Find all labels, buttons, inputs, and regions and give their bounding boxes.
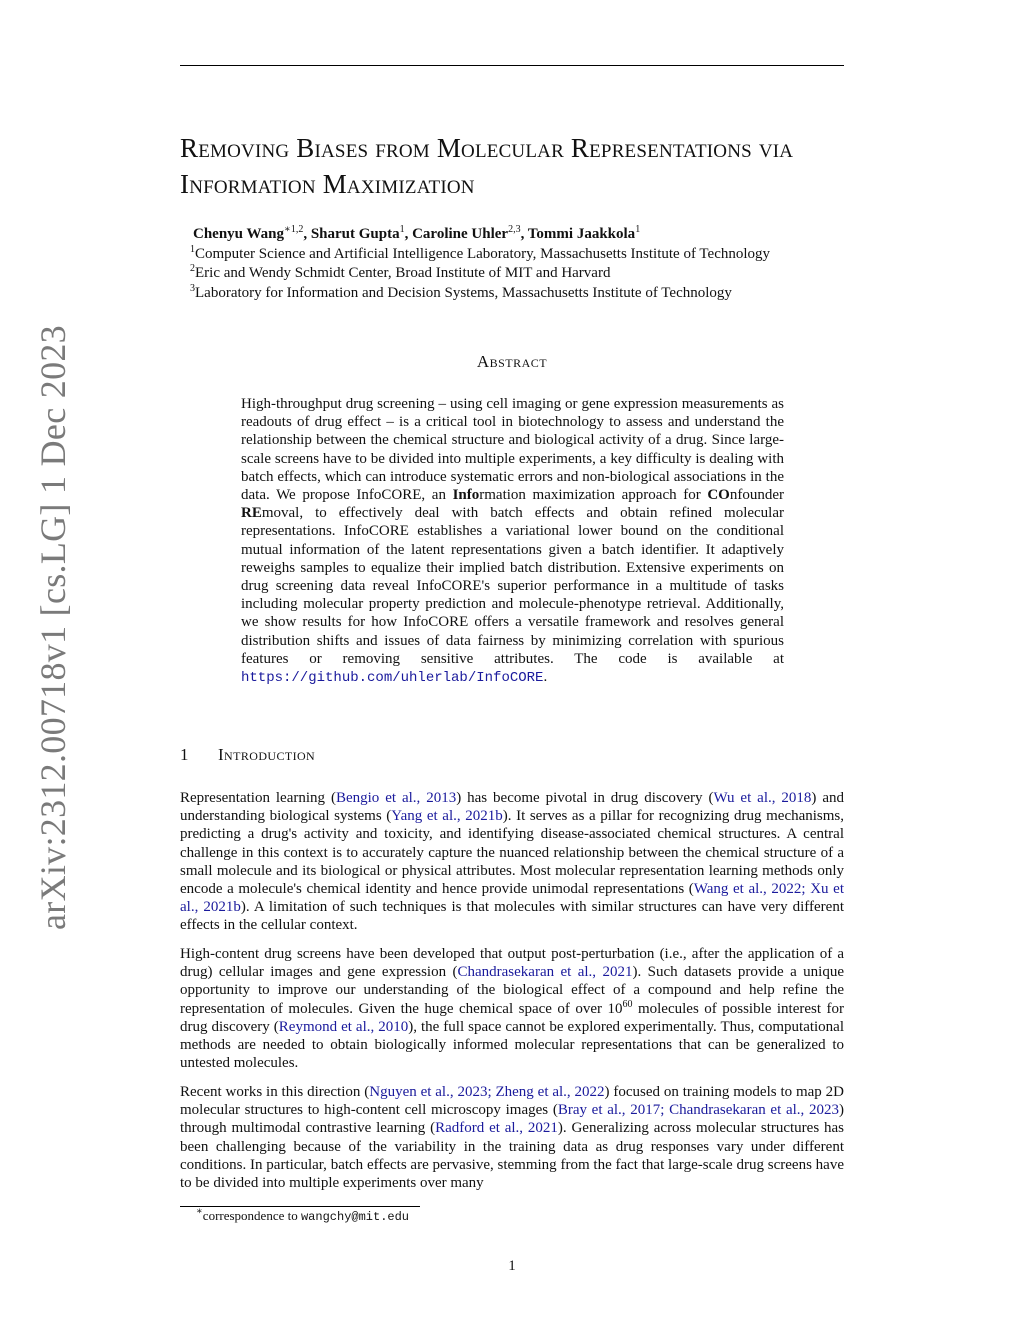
intro-paragraph-2: High-content drug screens have been developed that output post-perturbation (i.e., after the application of a drug) cellular images and gene expression (Chandrasekaran et al., 2021). Such datasets provide a unique opportunity to improve our understanding of the biological effect of a compound and help refine the representation of molecules. Given the huge chemical space of over $10^{60}$ molecules of possible interest for drug discovery (Reymond et al., 2010), the full space cannot be explored experimentally. Thus, computational methods are needed to obtain biologically informed molecular representations that can be generalized to untested molecules. <box>180 946 845 1072</box>
code-link[interactable]: https://github.com/uhlerlab/InfoCORE <box>241 670 544 687</box>
email-link[interactable]: wangchy@mit.edu <box>300 1210 410 1224</box>
abstract-heading: Abstract <box>476 352 548 371</box>
header-rule <box>180 65 844 66</box>
affiliation-num: 1 <box>190 244 195 255</box>
affiliation <box>190 285 732 302</box>
citation-link[interactable]: Chandrasekaran et al., 2021 <box>457 964 633 981</box>
page-number: 1 <box>508 1258 516 1274</box>
author-name: Tommi Jaakkola <box>527 226 636 242</box>
author-list: Chenyu Wang$^{∗1,2}$, Sharut Gupta$^1$, Caroline Uhler$^{2,3}$, Tommi Jaakkola$^1$ <box>193 224 641 242</box>
author-sup: ∗1,2 <box>284 224 304 235</box>
citation-link[interactable]: Reymond et al., 2010 <box>278 1018 409 1035</box>
author-name: Sharut Gupta <box>310 226 400 242</box>
citation-link[interactable]: Wang et al., 2022; Xu et al., 2021b <box>180 881 845 916</box>
affiliation-num: 2 <box>190 263 195 274</box>
author-name: Caroline Uhler <box>412 226 509 242</box>
paper-title: Removing Biases from Molecular Representations via Information Maximization <box>180 133 794 199</box>
section-heading <box>180 745 315 765</box>
affiliation-text: Laboratory for Information and Decision Systems, Massachusetts Institute of Technology <box>195 285 732 301</box>
arxiv-stamp: arXiv:2312.00718v1 [cs.LG] 1 Dec 2023 <box>33 325 73 930</box>
section-number: 1 <box>180 745 189 764</box>
author-name: Chenyu Wang <box>193 226 285 242</box>
author-sup: 1 <box>399 224 405 235</box>
citation-link[interactable]: Bray et al., 2017; Chandrasekaran et al., 2023 <box>557 1102 839 1119</box>
author-sup: 1 <box>635 224 641 235</box>
affiliation <box>190 246 770 263</box>
citation-link[interactable]: Nguyen et al., 2023; Zheng et al., 2022 <box>369 1084 605 1100</box>
footnote: ∗correspondence to wangchy@mit.edu <box>196 1206 410 1224</box>
affiliation <box>190 265 610 282</box>
citation-link[interactable]: Bengio et al., 2013 <box>335 790 457 806</box>
footnote-rule <box>180 1206 420 1207</box>
affiliation-text: Eric and Wendy Schmidt Center, Broad Institute of MIT and Harvard <box>195 265 611 281</box>
section-title: Introduction <box>218 745 316 764</box>
author-sup: 2,3 <box>508 224 521 235</box>
citation-link[interactable]: Radford et al., 2021 <box>435 1120 558 1137</box>
intro-paragraph-1: Representation learning (Bengio et al., 2013) has become pivotal in drug discovery (Wu et al., 2018) and understanding biological systems (Yang et al., 2021b). It serves as a pillar for recognizing drug mechanisms, predicting a drug's activity and toxicity, and identifying disease-associated chemical structures. A central challenge in this context is to accurately capture the nuanced relationship between the chemical structure of a small molecule and its biological or physical attributes. Most molecular representation learning methods only encode a molecule's chemical identity and hence provide unimodal representations (Wang et al., 2022; Xu et al., 2021b). A limitation of such techniques is that molecules with similar structures can have very different effects in the cellular context. <box>180 790 845 934</box>
affiliation-num: 3 <box>190 283 195 294</box>
affiliation-text: Computer Science and Artificial Intelligence Laboratory, Massachusetts Institute of Technology <box>195 246 771 262</box>
intro-paragraph-3: Recent works in this direction (Nguyen et al., 2023; Zheng et al., 2022) focused on training models to map 2D molecular structures to high-content cell microscopy images (Bray et al., 2017; Chandrasekaran et al., 2023) through multimodal contrastive learning (Radford et al., 2021). Generalizing across molecular structures has been challenging because of the variability in the training data as drug responses vary under different conditions. In particular, batch effects are pervasive, stemming from the fact that large-scale drug screens have to be divided into multiple experiments over many <box>180 1084 844 1192</box>
abstract-body: High-throughput drug screening – using cell imaging or gene expression measurements as readouts of drug effect – is a critical tool in biotechnology to assess and understand the relationship between the chemical structure and biological activity of a drug. Since large-scale screens have to be divided into multiple experiments, a key difficulty is dealing with batch effects, which can introduce systematic errors and non-biological associations in the data. We propose InfoCORE, an Information maximization approach for COnfounder REmoval, to effectively deal with batch effects and obtain refined molecular representations. InfoCORE establishes a variational lower bound on the conditional mutual information of the latent representations given a batch identifier. It adaptively reweighs samples to equalize their implied batch distribution. Extensive experiments on drug screening data reveal InfoCORE's superior performance in a multitude of tasks including molecular property prediction and molecule-phenotype retrieval. Additionally, we show results for how InfoCORE offers a versatile framework and resolves general distribution shifts and issues of data fairness by minimizing correlation with spurious features or removing sensitive attributes. The code is available at https://github.com/uhlerlab/InfoCORE. <box>241 396 784 687</box>
citation-link[interactable]: Yang et al., 2021b <box>391 808 503 825</box>
citation-link[interactable]: Wu et al., 2018 <box>713 790 812 806</box>
